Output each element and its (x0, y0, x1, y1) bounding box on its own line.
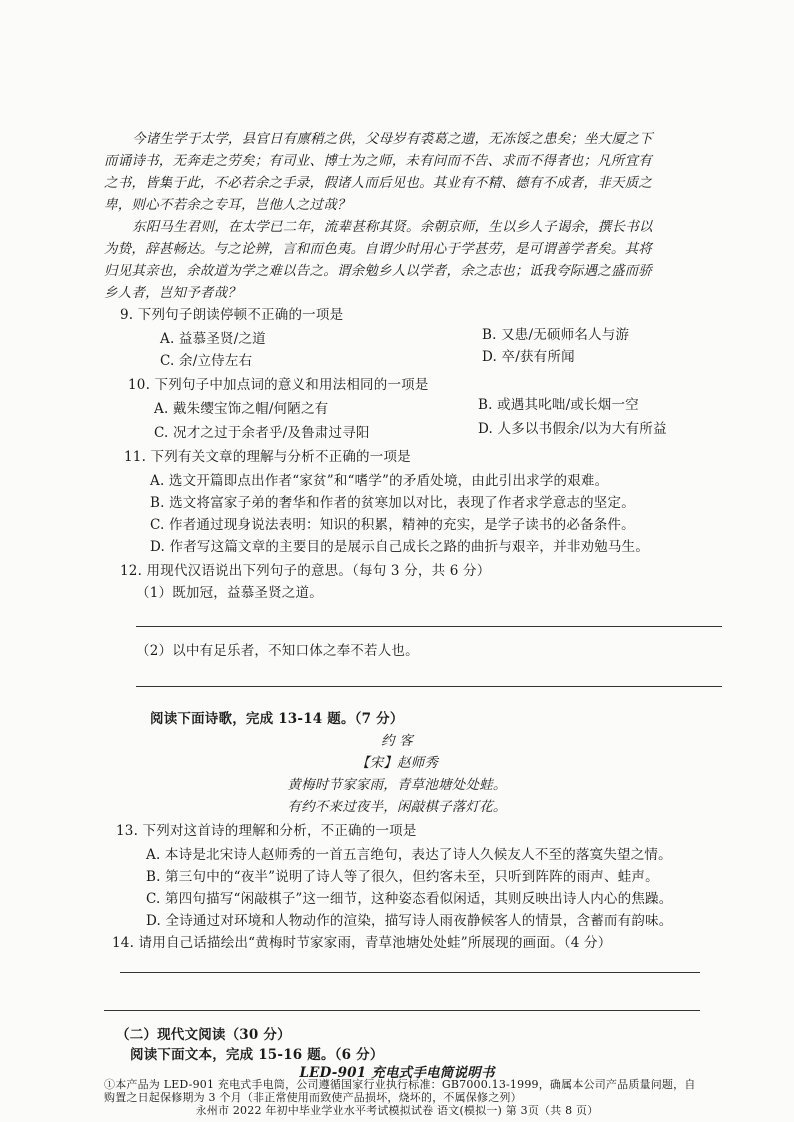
q9-option-b: B. 又患/无硕师名人与游 (482, 327, 630, 343)
q13-option-d: D. 全诗通过对环境和人物动作的渲染，描写诗人雨夜静候客人的情景，含蓄而有韵味。 (146, 913, 673, 929)
instruction-para1-line1: ①本产品为 LED-901 充电式手电筒，公司遵循国家行业执行标准：GB7000.13-1999，确属本公司产品质量问题，自购置之日起保修期为 3 个月（非正常使用而致使产品损坏，烧坏的，不属保修之列） (104, 1078, 696, 1104)
passage-para1-line3: 之书，皆集于此，不必若余之手录，假诸人而后见也。其业有不精、德有不成者，非天质之 (104, 175, 652, 191)
q10-option-c: C. 况才之过于余者乎/及鲁肃过寻阳 (154, 425, 370, 441)
q10-stem: 10. 下列句子中加点词的意义和用法相同的一项是 (128, 377, 429, 393)
q9-option-a: A. 益慕圣贤/之道 (160, 331, 266, 347)
q11-stem: 11. 下列有关文章的理解与分析不正确的一项是 (124, 449, 411, 465)
q13-option-b: B. 第三句中的“夜半”说明了诗人等了很久，但约客未至，只听到阵阵的雨声、蛙声。 (146, 869, 659, 885)
poem-intro: 阅读下面诗歌，完成 13-14 题。（7 分） (150, 711, 404, 727)
q12-sentence-2: （2）以中有足乐者，不知口体之奉不若人也。 (136, 643, 419, 659)
q10-option-d: D. 人多以书假余/以为大有所益 (478, 421, 667, 437)
q12-sentence-1: （1）既加冠，益慕圣贤之道。 (136, 585, 323, 601)
passage-para1-line4: 卑，则心不若余之专耳，岂他人之过哉？ (104, 197, 351, 213)
q9-option-c: C. 余/立侍左右 (160, 353, 253, 369)
passage-para2-line2: 为贽，辞甚畅达。与之论辨，言和而色夷。自谓少时用心于学甚劳，是可谓善学者矣。其将 (104, 241, 652, 257)
poem-author: 【宋】赵师秀 (355, 755, 439, 771)
answer-line (136, 626, 722, 627)
q13-stem: 13. 下列对这首诗的理解和分析，不正确的一项是 (116, 823, 417, 839)
q9-stem: 9. 下列句子朗读停顿不正确的一项是 (120, 307, 344, 323)
instruction-title: LED-901 充电式手电筒说明书 (299, 1065, 495, 1081)
q10-option-b: B. 或遇其叱咄/或长烟一空 (478, 397, 639, 413)
modern-section-heading: （二）现代文阅读（30 分） (116, 1027, 291, 1043)
passage-para2-line1: 东阳马生君则，在太学已二年，流辈甚称其贤。余朝京师，生以乡人子谒余，撰长书以 (132, 219, 653, 235)
poem-line-2: 有约不来过夜半，闲敲棋子落灯花。 (287, 799, 507, 815)
q12-stem: 12. 用现代汉语说出下列句子的意思。（每句 3 分，共 6 分） (120, 563, 491, 579)
q10-option-a: A. 戴朱缨宝饰之帽/何陋之有 (154, 401, 329, 417)
q9-option-d: D. 卒/获有所闻 (482, 349, 575, 365)
modern-intro: 阅读下面文本，完成 15-16 题。（6 分） (130, 1047, 384, 1063)
page-footer: 永州市 2022 年初中毕业学业水平考试模拟试卷 语文(模拟一) 第 3页（共 8 页） (0, 1104, 794, 1118)
passage-para1-line2: 而诵诗书，无奔走之劳矣；有司业、博士为之师，未有问而不告、求而不得者也；凡所宜有 (104, 153, 652, 169)
passage-para2-line4: 乡人者，岂知予者哉？ (104, 285, 241, 301)
q14-stem: 14. 请用自己话描绘出“黄梅时节家家雨，青草池塘处处蛙”所展现的画面。（4 分） (112, 935, 612, 951)
passage-para2-line3: 归见其亲也，余故道为学之难以告之。谓余勉乡人以学者，余之志也；诋我夸际遇之盛而骄 (104, 263, 652, 279)
answer-line (104, 1010, 700, 1011)
q11-option-c: C. 作者通过现身说法表明：知识的积累，精神的充实，是学子读书的必备条件。 (150, 517, 635, 533)
poem-title: 约 客 (381, 733, 413, 749)
answer-line (120, 972, 700, 973)
q11-option-a: A. 选文开篇即点出作者“家贫”和“嗜学”的矛盾处境，由此引出求学的艰难。 (150, 473, 609, 489)
q13-option-c: C. 第四句描写“闲敲棋子”这一细节，这种姿态看似闲适，其则反映出诗人内心的焦躁。 (146, 891, 673, 907)
q11-option-b: B. 选文将富家子弟的奢华和作者的贫寒加以对比，表现了作者求学意志的坚定。 (150, 495, 635, 511)
passage-para1-line1: 今诸生学于太学，县官日有廪稍之供，父母岁有裘葛之遗，无冻馁之患矣；坐大厦之下 (132, 131, 653, 147)
q11-option-d: D. 作者写这篇文章的主要目的是展示自己成长之路的曲折与艰辛，并非劝勉马生。 (150, 539, 650, 555)
poem-line-1: 黄梅时节家家雨，青草池塘处处蛙。 (287, 777, 507, 793)
answer-line (136, 686, 722, 687)
q13-option-a: A. 本诗是北宋诗人赵师秀的一首五言绝句，表达了诗人久候友人不至的落寞失望之情。 (146, 847, 672, 863)
